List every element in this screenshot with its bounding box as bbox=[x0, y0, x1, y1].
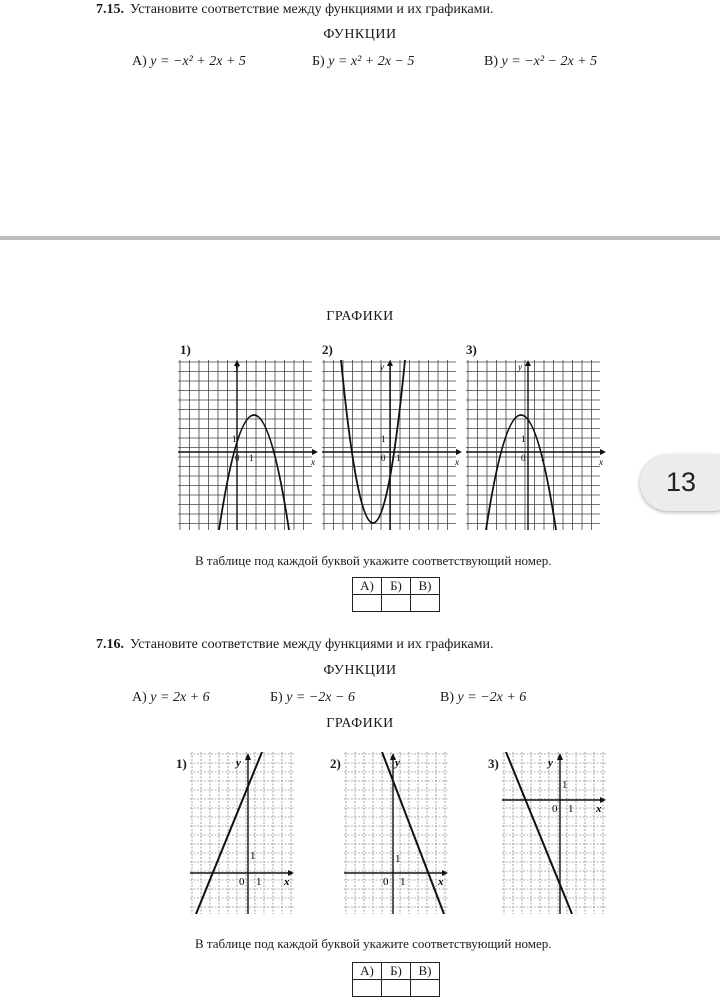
task-715-title bbox=[96, 2, 494, 18]
x-unit-label: 1 bbox=[568, 803, 574, 815]
origin-label: 0 bbox=[235, 453, 240, 463]
line-plot bbox=[196, 752, 262, 914]
task-715-answer-table bbox=[352, 577, 440, 612]
function-formula: y = −2x − 6 bbox=[286, 690, 355, 705]
task-716-function-a bbox=[132, 690, 210, 706]
function-formula: y = −x² − 2x + 5 bbox=[501, 54, 598, 69]
y-unit-label: 1 bbox=[521, 434, 526, 444]
y-axis-label: y bbox=[518, 362, 522, 372]
y-unit-label: 1 bbox=[562, 779, 568, 791]
function-formula: y = −x² + 2x + 5 bbox=[150, 54, 246, 69]
x-axis-label: x bbox=[596, 803, 602, 815]
x-axis-arrow bbox=[600, 449, 606, 455]
origin-label: 0 bbox=[552, 803, 558, 815]
answer-header-b: Б) bbox=[382, 578, 411, 595]
answer-input-row bbox=[353, 980, 440, 997]
grid bbox=[178, 360, 312, 530]
task-716-statement: Установите соответствие между функциями и их графиками. bbox=[130, 637, 494, 652]
grid bbox=[502, 752, 606, 914]
task-715-function-a bbox=[132, 54, 246, 70]
line-graph-1 bbox=[190, 752, 296, 914]
grid bbox=[322, 360, 456, 530]
origin-label: 0 bbox=[521, 453, 526, 463]
x-unit-label: 1 bbox=[540, 453, 545, 463]
y-axis-label: y bbox=[395, 757, 400, 769]
x-axis-label: x bbox=[438, 876, 444, 888]
y-axis-label: y bbox=[235, 362, 239, 372]
parabola-graph-1 bbox=[178, 360, 318, 530]
y-axis-arrow bbox=[525, 360, 531, 366]
y-unit-label: 1 bbox=[250, 850, 256, 862]
y-axis-label: y bbox=[548, 757, 553, 769]
answer-header-row bbox=[353, 963, 440, 980]
task-716-graphs-header: ГРАФИКИ bbox=[326, 716, 394, 731]
y-unit-label: 1 bbox=[232, 434, 237, 444]
answer-cell-b[interactable] bbox=[382, 595, 411, 612]
function-letter: А) bbox=[132, 54, 147, 69]
answer-header-c: В) bbox=[411, 578, 440, 595]
grid bbox=[466, 360, 600, 530]
task-715-instruction: В таблице под каждой буквой укажите соответствующий номер. bbox=[195, 553, 552, 568]
y-unit-label: 1 bbox=[381, 434, 386, 444]
answer-cell-a[interactable] bbox=[353, 980, 382, 997]
answer-header-c: В) bbox=[411, 963, 440, 980]
task-716-number: 7.16. bbox=[96, 637, 124, 652]
task-715-function-c bbox=[484, 54, 597, 70]
answer-cell-b[interactable] bbox=[382, 980, 411, 997]
x-unit-label: 1 bbox=[396, 453, 401, 463]
graph-label-2: 2) bbox=[330, 756, 341, 771]
line-graph-2 bbox=[344, 752, 450, 914]
x-axis-label: x bbox=[599, 457, 603, 467]
parabola-graph-3 bbox=[466, 360, 606, 530]
task-716-functions-header: ФУНКЦИИ bbox=[323, 663, 397, 678]
y-axis-label: y bbox=[236, 757, 241, 769]
function-letter: А) bbox=[132, 690, 147, 705]
task-715-graphs-header: ГРАФИКИ bbox=[326, 309, 394, 324]
x-axis-label: x bbox=[284, 876, 290, 888]
task-716-instruction: В таблице под каждой буквой укажите соответствующий номер. bbox=[195, 936, 552, 951]
graph-label-3: 3) bbox=[488, 756, 499, 771]
line-graph-3 bbox=[502, 752, 608, 914]
task-715-number: 7.15. bbox=[96, 2, 124, 17]
line-plot bbox=[506, 752, 572, 914]
origin-label: 0 bbox=[239, 876, 245, 888]
y-axis-arrow bbox=[387, 360, 393, 366]
origin-label: 0 bbox=[381, 453, 386, 463]
answer-cell-c[interactable] bbox=[411, 980, 440, 997]
x-unit-label: 1 bbox=[400, 876, 406, 888]
graph-label-1: 1) bbox=[180, 342, 191, 357]
task-715-functions-header: ФУНКЦИИ bbox=[323, 27, 397, 42]
parabola-graph-2 bbox=[322, 360, 462, 530]
function-formula: y = x² + 2x − 5 bbox=[328, 54, 415, 69]
parabola-curve bbox=[341, 360, 405, 523]
y-axis-label: y bbox=[380, 362, 384, 372]
task-715-statement: Установите соответствие между функциями и их графиками. bbox=[130, 2, 494, 17]
task-716-title bbox=[96, 637, 494, 653]
x-unit-label: 1 bbox=[256, 876, 262, 888]
page-number-badge[interactable] bbox=[640, 455, 720, 511]
function-letter: Б) bbox=[312, 54, 325, 69]
grid bbox=[344, 752, 448, 914]
function-formula: y = 2x + 6 bbox=[150, 690, 210, 705]
function-formula: y = −2x + 6 bbox=[457, 690, 527, 705]
task-716-function-c bbox=[440, 690, 526, 706]
task-715-function-b bbox=[312, 54, 414, 70]
graph-label-2: 2) bbox=[322, 342, 333, 357]
x-unit-label: 1 bbox=[249, 453, 254, 463]
function-letter: В) bbox=[440, 690, 454, 705]
x-axis-arrow bbox=[312, 449, 318, 455]
x-axis-label: x bbox=[455, 457, 459, 467]
x-axis-arrow bbox=[456, 449, 462, 455]
answer-header-b: Б) bbox=[382, 963, 411, 980]
answer-header-a: А) bbox=[353, 578, 382, 595]
function-letter: В) bbox=[484, 54, 498, 69]
task-716-function-b bbox=[270, 690, 355, 706]
answer-header-row bbox=[353, 578, 440, 595]
origin-label: 0 bbox=[383, 876, 389, 888]
function-letter: Б) bbox=[270, 690, 283, 705]
graph-label-3: 3) bbox=[466, 342, 477, 357]
page-divider bbox=[0, 236, 720, 240]
answer-cell-c[interactable] bbox=[411, 595, 440, 612]
answer-header-a: А) bbox=[353, 963, 382, 980]
x-axis-label: x bbox=[311, 457, 315, 467]
parabola-curve bbox=[219, 415, 289, 530]
y-unit-label: 1 bbox=[395, 853, 401, 865]
task-716-answer-table bbox=[352, 962, 440, 997]
graph-label-1: 1) bbox=[176, 756, 187, 771]
answer-cell-a[interactable] bbox=[353, 595, 382, 612]
answer-input-row bbox=[353, 595, 440, 612]
page-number: 13 bbox=[666, 467, 697, 497]
